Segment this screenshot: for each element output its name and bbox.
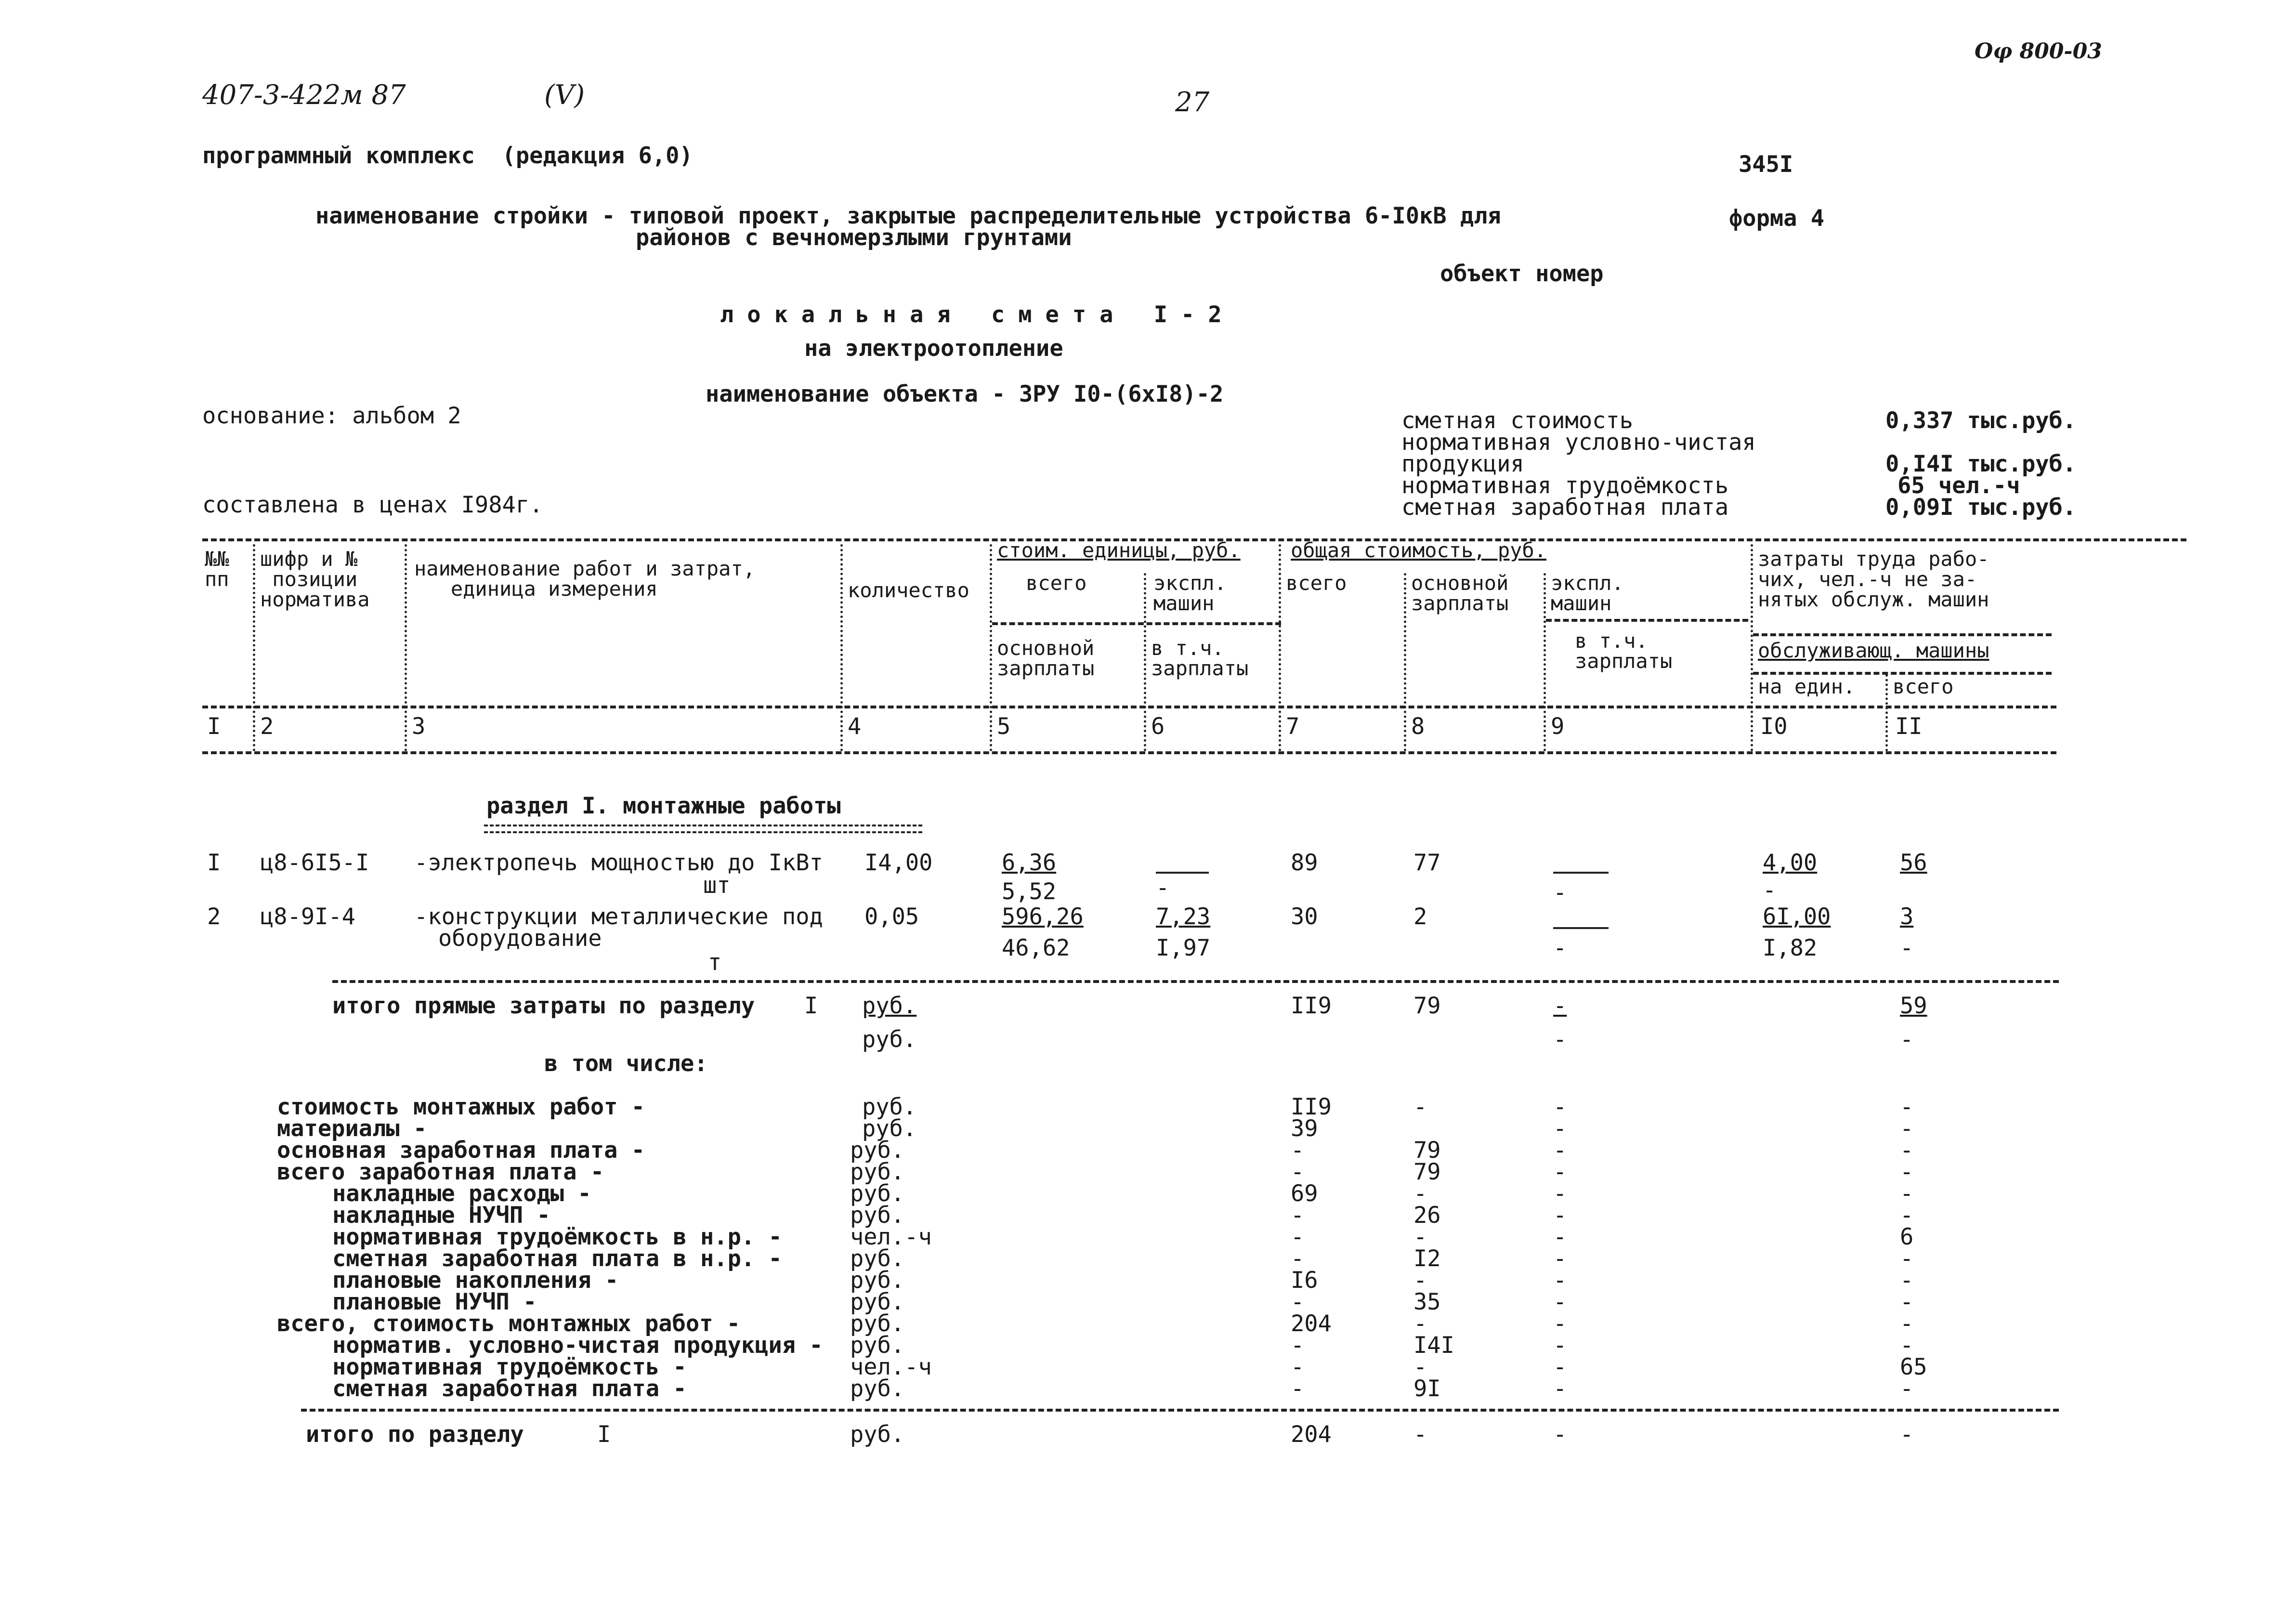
prices-label: составлена в ценах I984г. — [202, 492, 543, 518]
breakdown-labor: - — [1900, 1310, 1914, 1337]
col-header-unit-total: всего — [1026, 571, 1087, 595]
row-code: ц8-6I5-I — [260, 850, 369, 876]
column-rule — [1885, 674, 1888, 751]
breakdown-labor: - — [1900, 1159, 1914, 1185]
row-labor-unit: 6I,00 — [1763, 904, 1831, 930]
row-base: 2 — [1413, 904, 1427, 930]
direct-costs-machines: - — [1553, 993, 1567, 1019]
col-header-unit-cost: стоим. единицы, руб. — [997, 538, 1241, 562]
breakdown-labor: - — [1900, 1375, 1914, 1402]
breakdown-unit: руб. — [850, 1332, 905, 1359]
col-header-unit-incl-salary: в т.ч. зарплаты — [1151, 636, 1249, 680]
row-unit-machines: 7,23 — [1156, 904, 1211, 930]
object-number-label: объект номер — [1440, 261, 1604, 287]
breakdown-total: 204 — [1291, 1310, 1332, 1337]
row-labor-total: 56 — [1900, 850, 1927, 876]
row-labor-unit: 4,00 — [1763, 850, 1818, 876]
breakdown-labor: - — [1900, 1115, 1914, 1142]
column-number: 6 — [1151, 713, 1165, 740]
breakdown-unit: руб. — [850, 1202, 905, 1229]
row-base: 77 — [1413, 850, 1441, 876]
section-total-total: 204 — [1291, 1421, 1332, 1448]
row-unit-base: 5,52 — [1002, 878, 1057, 905]
column-number: 8 — [1411, 713, 1425, 740]
summary-label: сметная заработная плата — [1401, 494, 1729, 521]
row-total: 30 — [1291, 904, 1318, 930]
column-rule — [1544, 573, 1546, 751]
column-rule — [990, 544, 992, 751]
breakdown-label: сметная заработная плата - — [332, 1375, 687, 1402]
row-labor-unit-machines: - — [1763, 877, 1777, 904]
direct-costs-base: 79 — [1413, 993, 1441, 1019]
section-total-unit: руб. — [850, 1421, 905, 1448]
breakdown-labor: - — [1900, 1137, 1914, 1164]
breakdown-machines: - — [1553, 1289, 1567, 1315]
direct-costs-labor: 59 — [1900, 993, 1927, 1019]
col-header-total-cost: общая стоимость, руб. — [1291, 538, 1547, 562]
breakdown-base: I2 — [1413, 1245, 1441, 1272]
breakdown-label: материалы - — [277, 1115, 427, 1142]
breakdown-total: - — [1291, 1159, 1305, 1185]
summary-label: сметная стоимость — [1401, 407, 1634, 434]
summary-label: продукция — [1401, 451, 1524, 477]
summary-label: нормативная условно-чистая — [1401, 429, 1756, 456]
breakdown-base: 9I — [1413, 1375, 1441, 1402]
breakdown-unit: руб. — [850, 1375, 905, 1402]
row-unit-base: 46,62 — [1002, 935, 1070, 961]
divider — [1546, 619, 1748, 622]
divider — [301, 1409, 2059, 1412]
construction-name-line1: наименование стройки - типовой проект, закрытые распределительные устройства 6-I0кВ для — [315, 203, 1501, 229]
row-labor-unit-machines: I,82 — [1763, 935, 1818, 961]
row-unit-machines: - — [1156, 875, 1170, 901]
row-labor-total: 3 — [1900, 904, 1914, 930]
column-number: 9 — [1551, 713, 1565, 740]
breakdown-base: - — [1413, 1310, 1427, 1337]
breakdown-labor: - — [1900, 1289, 1914, 1315]
breakdown-machines: - — [1553, 1310, 1567, 1337]
row-unit-machines-salary: I,97 — [1156, 935, 1211, 961]
breakdown-machines: - — [1553, 1375, 1567, 1402]
breakdown-label: плановые накопления - — [332, 1267, 619, 1294]
breakdown-unit: чел.-ч — [850, 1224, 932, 1250]
row-quantity: I4,00 — [864, 850, 933, 876]
breakdown-base: 79 — [1413, 1137, 1441, 1164]
column-rule — [1279, 544, 1281, 751]
including-label: в том числе: — [544, 1050, 708, 1077]
breakdown-base: - — [1413, 1354, 1427, 1380]
col-header-unit-machines: экспл. машин — [1153, 571, 1227, 615]
column-number: 4 — [848, 713, 862, 740]
direct-costs-machines-salary: - — [1553, 1026, 1567, 1053]
column-rule — [253, 544, 255, 751]
col-header-total-all: всего — [1286, 571, 1347, 595]
section-total-base: - — [1413, 1421, 1427, 1448]
breakdown-labor: - — [1900, 1245, 1914, 1272]
breakdown-base: - — [1413, 1180, 1427, 1207]
breakdown-base: - — [1413, 1224, 1427, 1250]
section-total-label: итого по разделу — [306, 1421, 524, 1448]
estimate-subtitle: на электроотопление — [804, 335, 1063, 362]
reference-number: 345I — [1739, 151, 1793, 178]
breakdown-total: I6 — [1291, 1267, 1318, 1294]
construction-name-line2: районов с вечномерзлыми грунтами — [636, 224, 1072, 251]
breakdown-machines: - — [1553, 1267, 1567, 1294]
breakdown-labor: - — [1900, 1180, 1914, 1207]
breakdown-machines: - — [1553, 1115, 1567, 1142]
section-total-labor: - — [1900, 1421, 1914, 1448]
divider — [202, 706, 2056, 708]
breakdown-total: 39 — [1291, 1115, 1318, 1142]
row-unit: шт — [703, 872, 731, 899]
breakdown-unit: руб. — [850, 1180, 905, 1207]
row-unit-total: 6,36 — [1002, 850, 1057, 876]
col-header-unit-base-salary: основной зарплаты — [997, 636, 1095, 680]
column-number: 2 — [260, 713, 274, 740]
divider — [1753, 633, 2052, 636]
breakdown-machines: - — [1553, 1354, 1567, 1380]
col-header-labor: затраты труда рабо- чих, чел.-ч не за- нятых обслуж. машин — [1758, 547, 1989, 611]
col-header-labor-total: всего — [1893, 675, 1954, 698]
divider — [992, 622, 1281, 625]
breakdown-labor: - — [1900, 1094, 1914, 1120]
column-number: 5 — [997, 713, 1011, 740]
breakdown-total: - — [1291, 1354, 1305, 1380]
column-number: I0 — [1760, 713, 1788, 740]
column-number: II — [1895, 713, 1923, 740]
breakdown-base: 35 — [1413, 1289, 1441, 1315]
breakdown-total: - — [1291, 1224, 1305, 1250]
breakdown-machines: - — [1553, 1094, 1567, 1120]
divider — [202, 751, 2056, 754]
breakdown-label: нормативная трудоёмкость - — [332, 1354, 687, 1380]
breakdown-base: 79 — [1413, 1159, 1441, 1185]
column-number: 3 — [412, 713, 426, 740]
col-header-total-incl-salary: в т.ч. зарплаты — [1575, 629, 1673, 673]
document-code: 407-3-422м 87 — [202, 79, 406, 111]
breakdown-machines: - — [1553, 1180, 1567, 1207]
col-header-name: наименование работ и затрат, единица измерения — [414, 557, 756, 601]
breakdown-machines: - — [1553, 1332, 1567, 1359]
breakdown-unit: руб. — [850, 1310, 905, 1337]
divider — [332, 980, 2059, 983]
breakdown-unit: руб. — [850, 1245, 905, 1272]
row-unit: т — [708, 949, 722, 976]
breakdown-unit: руб. — [862, 1115, 917, 1142]
section-title-underline — [484, 825, 922, 833]
breakdown-label: норматив. условно-чистая продукция - — [332, 1332, 823, 1359]
row-machines-salary: - — [1553, 935, 1567, 961]
column-rule — [405, 544, 407, 751]
breakdown-unit: руб. — [862, 1094, 917, 1120]
breakdown-total: - — [1291, 1332, 1305, 1359]
breakdown-labor: 6 — [1900, 1224, 1914, 1250]
col-header-total-base: основной зарплаты — [1411, 571, 1509, 615]
row-name: -электропечь мощностью до IкВт — [414, 850, 823, 876]
row-quantity: 0,05 — [864, 904, 919, 930]
direct-costs-label: итого прямые затраты по разделу — [332, 993, 755, 1019]
col-header-labor-per-unit: на един. — [1758, 675, 1856, 698]
summary-value: 0,09I тыс.руб. — [1885, 494, 2077, 521]
row-total: 89 — [1291, 850, 1318, 876]
breakdown-unit: руб. — [850, 1137, 905, 1164]
breakdown-unit: руб. — [850, 1159, 905, 1185]
breakdown-label: сметная заработная плата в н.р. - — [332, 1245, 782, 1272]
object-name: наименование объекта - ЗРУ I0-(6хI8)-2 — [706, 381, 1224, 407]
column-rule — [1144, 573, 1146, 751]
column-number: 7 — [1286, 713, 1300, 740]
section-title: раздел I. монтажные работы — [486, 793, 841, 819]
summary-value: 0,337 тыс.руб. — [1885, 407, 2077, 434]
breakdown-base: I4I — [1413, 1332, 1454, 1359]
breakdown-machines: - — [1553, 1202, 1567, 1229]
row-machines — [1553, 872, 1609, 874]
breakdown-machines: - — [1553, 1224, 1567, 1250]
row-machines — [1553, 927, 1609, 929]
direct-costs-unit: руб. — [862, 993, 917, 1019]
direct-costs-total: II9 — [1291, 993, 1332, 1019]
summary-value: 65 чел.-ч — [1898, 472, 2020, 499]
volume-mark: (V) — [544, 79, 585, 111]
breakdown-base: 26 — [1413, 1202, 1441, 1229]
row-labor-total-machines: - — [1900, 935, 1914, 961]
breakdown-labor: - — [1900, 1267, 1914, 1294]
col-header-quantity: количество — [848, 578, 969, 602]
column-rule — [1751, 544, 1753, 751]
breakdown-base: - — [1413, 1267, 1427, 1294]
row-number: I — [207, 850, 221, 876]
breakdown-total: - — [1291, 1202, 1305, 1229]
direct-costs-section: I — [804, 993, 818, 1019]
row-unit-machines-blank — [1156, 872, 1209, 874]
row-name-continued: оборудование — [438, 925, 602, 952]
breakdown-total: - — [1291, 1289, 1305, 1315]
breakdown-label: всего, стоимость монтажных работ - — [277, 1310, 741, 1337]
breakdown-total: II9 — [1291, 1094, 1332, 1120]
breakdown-label: основная заработная плата - — [277, 1137, 645, 1164]
breakdown-base: - — [1413, 1094, 1427, 1120]
breakdown-label: нормативная трудоёмкость в н.р. - — [332, 1224, 782, 1250]
column-rule — [840, 544, 843, 751]
breakdown-labor: - — [1900, 1202, 1914, 1229]
breakdown-label: стоимость монтажных работ - — [277, 1094, 645, 1120]
row-unit-total: 596,26 — [1002, 904, 1084, 930]
breakdown-label: накладные расходы - — [332, 1180, 591, 1207]
form-code: Οφ 800-03 — [1975, 39, 2102, 64]
breakdown-label: накладные НУЧП - — [332, 1202, 550, 1229]
estimate-title: локальная смета I-2 — [720, 301, 1235, 328]
breakdown-labor: 65 — [1900, 1354, 1927, 1380]
basis-label: основание: альбом 2 — [202, 403, 461, 429]
breakdown-total: - — [1291, 1375, 1305, 1402]
page-number: 27 — [1175, 87, 1210, 118]
column-number: I — [207, 713, 221, 740]
summary-label: нормативная трудоёмкость — [1401, 472, 1729, 499]
column-rule — [1404, 573, 1406, 751]
row-machines-salary: - — [1553, 879, 1567, 906]
breakdown-total: 69 — [1291, 1180, 1318, 1207]
breakdown-total: - — [1291, 1137, 1305, 1164]
col-header-code: шифр и № позиции норматива — [260, 547, 370, 611]
breakdown-label: плановые НУЧП - — [332, 1289, 537, 1315]
col-header-labor-machines: обслуживающ. машины — [1758, 639, 1989, 662]
breakdown-machines: - — [1553, 1159, 1567, 1185]
row-name: -конструкции металлические под — [414, 904, 823, 930]
form-number: форма 4 — [1729, 205, 1825, 232]
breakdown-total: - — [1291, 1245, 1305, 1272]
col-header-number: №№ пп — [205, 547, 229, 591]
breakdown-unit: чел.-ч — [850, 1354, 932, 1380]
section-total-machines: - — [1553, 1421, 1567, 1448]
breakdown-label: всего заработная плата - — [277, 1159, 604, 1185]
direct-costs-labor-2: - — [1900, 1026, 1914, 1053]
breakdown-machines: - — [1553, 1137, 1567, 1164]
breakdown-machines: - — [1553, 1245, 1567, 1272]
row-number: 2 — [207, 904, 221, 930]
summary-value: 0,I4I тыс.руб. — [1885, 451, 2077, 477]
col-header-total-machines: экспл. машин — [1551, 571, 1624, 615]
direct-costs-unit-2: руб. — [862, 1026, 917, 1053]
breakdown-unit: руб. — [850, 1289, 905, 1315]
breakdown-unit: руб. — [850, 1267, 905, 1294]
breakdown-labor: - — [1900, 1332, 1914, 1359]
row-code: ц8-9I-4 — [260, 904, 356, 930]
section-total-roman: I — [597, 1421, 611, 1448]
program-label: программный комплекс (редакция 6,0) — [202, 143, 693, 169]
